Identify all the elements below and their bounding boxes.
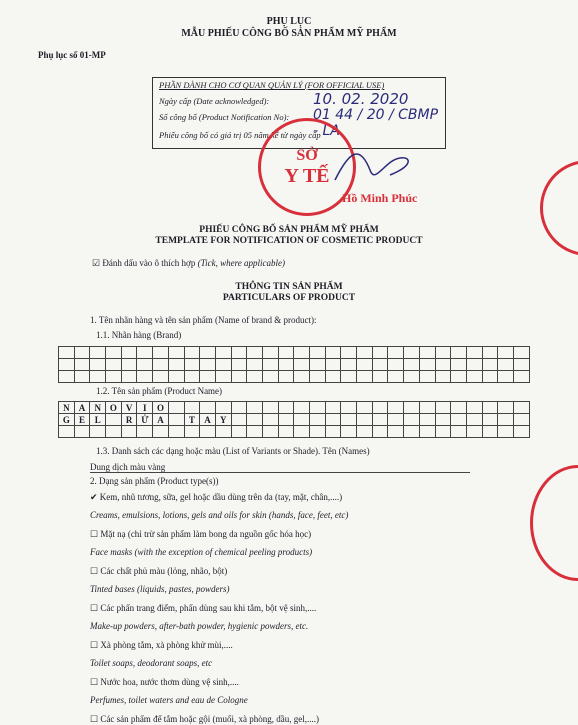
grid-cell [404,359,420,371]
grid-cell [310,371,326,383]
grid-cell [341,371,357,383]
item-1: 1. Tên nhãn hàng và tên sản phẩm (Name of brand & product): [90,315,317,325]
brand-grid [58,346,530,383]
grid-cell [404,402,420,414]
grid-cell [451,359,467,371]
date-value: 10. 02. 2020 [313,90,409,108]
grid-cell [388,414,404,426]
appendix-heading: PHỤ LỤC [266,16,312,27]
grid-cell [200,426,216,438]
grid-cell [451,371,467,383]
grid-cell [513,347,529,359]
grid-cell [498,359,514,371]
grid-cell [513,402,529,414]
grid-cell [262,371,278,383]
grid-cell [90,359,106,371]
product-type-option: ☐ Các phấn trang điểm, phấn dùng sau khi tắm, bột vệ sinh,.... [90,603,317,613]
variant-value: Dung dịch màu vàng [90,462,470,473]
official-use-title: PHẦN DÀNH CHO CƠ QUAN QUẢN LÝ (FOR OFFICIAL USE) [159,80,385,90]
grid-cell [294,414,310,426]
grid-cell [74,347,90,359]
grid-cell: I [137,402,153,414]
grid-cell [106,426,122,438]
grid-cell [325,402,341,414]
signature [330,140,420,190]
grid-cell [215,347,231,359]
item-2: 2. Dạng sản phẩm (Product type(s)) [90,476,219,486]
grid-cell [451,414,467,426]
grid-cell [74,359,90,371]
checkbox-icon: ☐ [90,640,101,650]
grid-cell [404,371,420,383]
grid-cell [231,426,247,438]
checkbox-icon: ☐ [90,566,101,576]
grid-cell [294,402,310,414]
tick-instruction: ☑ Đánh dấu vào ô thích hợp (Tick, where applicable) [92,258,285,268]
grid-cell [168,414,184,426]
grid-cell [404,426,420,438]
grid-cell [513,414,529,426]
grid-cell [294,371,310,383]
grid-cell [435,426,451,438]
grid-cell: Y [215,414,231,426]
section-title-vi: THÔNG TIN SẢN PHẨM [235,282,343,292]
grid-cell [435,347,451,359]
grid-cell [106,371,122,383]
product-type-english: Make-up powders, after-bath powder, hygienic powders, etc. [90,621,309,631]
grid-cell [513,359,529,371]
grid-cell [498,426,514,438]
grid-cell [498,414,514,426]
grid-cell: G [59,414,75,426]
grid-cell [262,426,278,438]
grid-cell [59,347,75,359]
grid-cell [466,414,482,426]
grid-cell [372,402,388,414]
grid-cell [310,359,326,371]
side-seal-bottom [530,465,578,581]
section-title-en: PARTICULARS OF PRODUCT [222,293,356,303]
product-type-english: Tinted bases (liquids, pastes, powders) [90,584,230,594]
grid-cell [121,359,137,371]
grid-cell [419,359,435,371]
grid-cell [451,426,467,438]
grid-cell [466,426,482,438]
grid-cell [357,414,373,426]
grid-cell [59,371,75,383]
grid-cell [357,402,373,414]
notification-no-label: Số công bố (Product Notification No): [159,112,290,122]
grid-cell [200,371,216,383]
product-type-option: ☐ Xà phòng tắm, xà phòng khử mùi,.... [90,640,233,650]
grid-cell [482,414,498,426]
grid-cell [153,359,169,371]
signer-name: Hồ Minh Phúc [342,191,418,205]
grid-cell [278,347,294,359]
grid-cell [137,347,153,359]
grid-cell: A [153,414,169,426]
grid-cell [74,426,90,438]
grid-cell [310,426,326,438]
grid-cell [372,347,388,359]
checked-box-icon: ☑ [92,258,101,268]
product-name-grid [58,401,530,438]
grid-cell [153,426,169,438]
grid-cell [247,402,263,414]
grid-cell [168,402,184,414]
checkmark-icon: ✔ [90,492,100,502]
grid-cell [231,359,247,371]
grid-cell [262,414,278,426]
grid-cell [435,359,451,371]
grid-cell [278,359,294,371]
grid-cell [137,371,153,383]
grid-cell [435,414,451,426]
form-title-vi: PHIẾU CÔNG BỐ SẢN PHẨM MỸ PHẨM [199,225,379,235]
notification-no-value: 01 44 / 20 / CBMP - LA [313,107,439,139]
grid-cell [419,371,435,383]
grid-cell [310,414,326,426]
grid-cell [137,359,153,371]
grid-cell [121,347,137,359]
product-type-english: Perfumes, toilet waters and eau de Cologne [90,695,248,705]
grid-cell [498,347,514,359]
grid-cell [498,371,514,383]
grid-cell [184,371,200,383]
grid-cell [168,359,184,371]
grid-cell [325,426,341,438]
appendix-number: Phụ lục số 01-MP [38,50,106,60]
validity-text: Phiếu công bố có giá trị 05 năm kể từ ngày cấp [159,130,321,140]
grid-cell [404,414,420,426]
grid-cell [419,402,435,414]
grid-cell [341,347,357,359]
grid-cell [184,426,200,438]
grid-cell [278,402,294,414]
grid-cell [325,414,341,426]
grid-cell [215,426,231,438]
product-type-option: ☐ Mặt nạ (chỉ trừ sản phẩm làm bong da nguồn gốc hóa học) [90,529,312,539]
grid-cell [137,426,153,438]
checkbox-icon: ☐ [90,714,101,724]
grid-cell [372,371,388,383]
grid-cell [466,359,482,371]
grid-cell: A [200,414,216,426]
grid-cell [388,402,404,414]
grid-cell [482,359,498,371]
grid-cell [372,414,388,426]
grid-cell [247,359,263,371]
grid-cell [513,426,529,438]
grid-cell [184,347,200,359]
template-heading: MẪU PHIẾU CÔNG BỐ SẢN PHẨM MỸ PHẨM [181,28,397,39]
grid-cell [121,371,137,383]
grid-cell [435,402,451,414]
grid-cell [90,347,106,359]
grid-cell [451,402,467,414]
grid-cell [325,371,341,383]
date-label: Ngày cấp (Date acknowledged): [159,96,270,106]
grid-cell [482,371,498,383]
checkbox-icon: ☐ [90,677,101,687]
grid-cell [482,347,498,359]
grid-cell: V [121,402,137,414]
grid-cell [482,426,498,438]
grid-cell [106,359,122,371]
grid-cell [247,371,263,383]
grid-cell [168,347,184,359]
grid-cell [247,426,263,438]
grid-cell [419,347,435,359]
grid-cell [482,402,498,414]
grid-cell [294,359,310,371]
grid-cell [231,347,247,359]
grid-cell: N [90,402,106,414]
item-1-1: 1.1. Nhãn hàng (Brand) [96,330,182,340]
grid-cell [419,426,435,438]
product-type-option: ☐ Nước hoa, nước thơm dùng vệ sinh,.... [90,677,239,687]
checkbox-icon: ☐ [90,603,101,613]
product-type-english: Creams, emulsions, lotions, gels and oils for skin (hands, face, feet, etc) [90,510,349,520]
grid-cell [325,347,341,359]
grid-cell [419,414,435,426]
grid-cell [341,426,357,438]
product-type-option: ☐ Các sản phẩm để tắm hoặc gội (muối, xà phòng, dầu, gel,....) [90,714,320,724]
grid-cell [388,371,404,383]
grid-cell [357,347,373,359]
grid-cell [357,371,373,383]
grid-cell [513,371,529,383]
grid-cell [388,426,404,438]
grid-cell [262,359,278,371]
grid-cell [231,371,247,383]
grid-cell [231,414,247,426]
grid-cell: O [153,402,169,414]
grid-cell [466,371,482,383]
grid-cell: E [74,414,90,426]
item-1-3: 1.3. Danh sách các dạng hoặc màu (List of Variants or Shade). Tên (Names) [96,446,370,456]
grid-cell [168,426,184,438]
checkbox-icon: ☐ [90,529,101,539]
grid-cell: T [184,414,200,426]
grid-cell [200,359,216,371]
grid-cell [466,402,482,414]
grid-cell [325,359,341,371]
form-title-en: TEMPLATE FOR NOTIFICATION OF COSMETIC PRODUCT [155,236,423,246]
product-type-option: ✔ Kem, nhũ tương, sữa, gel hoặc dầu dùng trên da (tay, mặt, chân,....) [90,492,343,502]
grid-cell [106,414,122,426]
grid-cell [200,402,216,414]
grid-cell [404,347,420,359]
grid-cell [310,402,326,414]
grid-cell [184,402,200,414]
grid-cell [184,359,200,371]
grid-cell [357,359,373,371]
grid-cell [247,347,263,359]
grid-cell: L [90,414,106,426]
grid-cell [168,371,184,383]
grid-cell [341,414,357,426]
official-seal: SỞ Y TẾ [258,118,356,216]
product-type-english: Toilet soaps, deodorant soaps, etc [90,658,213,668]
grid-cell: O [106,402,122,414]
grid-cell [294,426,310,438]
grid-cell [59,426,75,438]
grid-cell: N [59,402,75,414]
product-type-option: ☐ Các chất phủ màu (lỏng, nhão, bột) [90,566,228,576]
grid-cell [215,402,231,414]
grid-cell [215,371,231,383]
grid-cell [278,371,294,383]
grid-cell [74,371,90,383]
product-type-english: Face masks (with the exception of chemical peeling products) [90,547,313,557]
grid-cell [372,426,388,438]
grid-cell [310,347,326,359]
grid-cell [435,371,451,383]
grid-cell [59,359,75,371]
grid-cell [372,359,388,371]
grid-cell [262,347,278,359]
grid-cell [388,359,404,371]
grid-cell [278,426,294,438]
grid-cell: R [121,414,137,426]
grid-cell [262,402,278,414]
grid-cell [90,371,106,383]
grid-cell [341,402,357,414]
grid-cell [231,402,247,414]
grid-cell [278,414,294,426]
grid-cell [357,426,373,438]
grid-cell [388,347,404,359]
grid-cell [294,347,310,359]
grid-cell: Ử [137,414,153,426]
grid-cell [247,414,263,426]
grid-cell [153,371,169,383]
grid-cell [451,347,467,359]
grid-cell [200,347,216,359]
grid-cell [106,347,122,359]
grid-cell [121,426,137,438]
grid-cell [215,359,231,371]
grid-cell [153,347,169,359]
grid-cell: A [74,402,90,414]
grid-cell [90,426,106,438]
grid-cell [341,359,357,371]
item-1-2: 1.2. Tên sản phẩm (Product Name) [96,386,223,396]
grid-cell [466,347,482,359]
grid-cell [498,402,514,414]
